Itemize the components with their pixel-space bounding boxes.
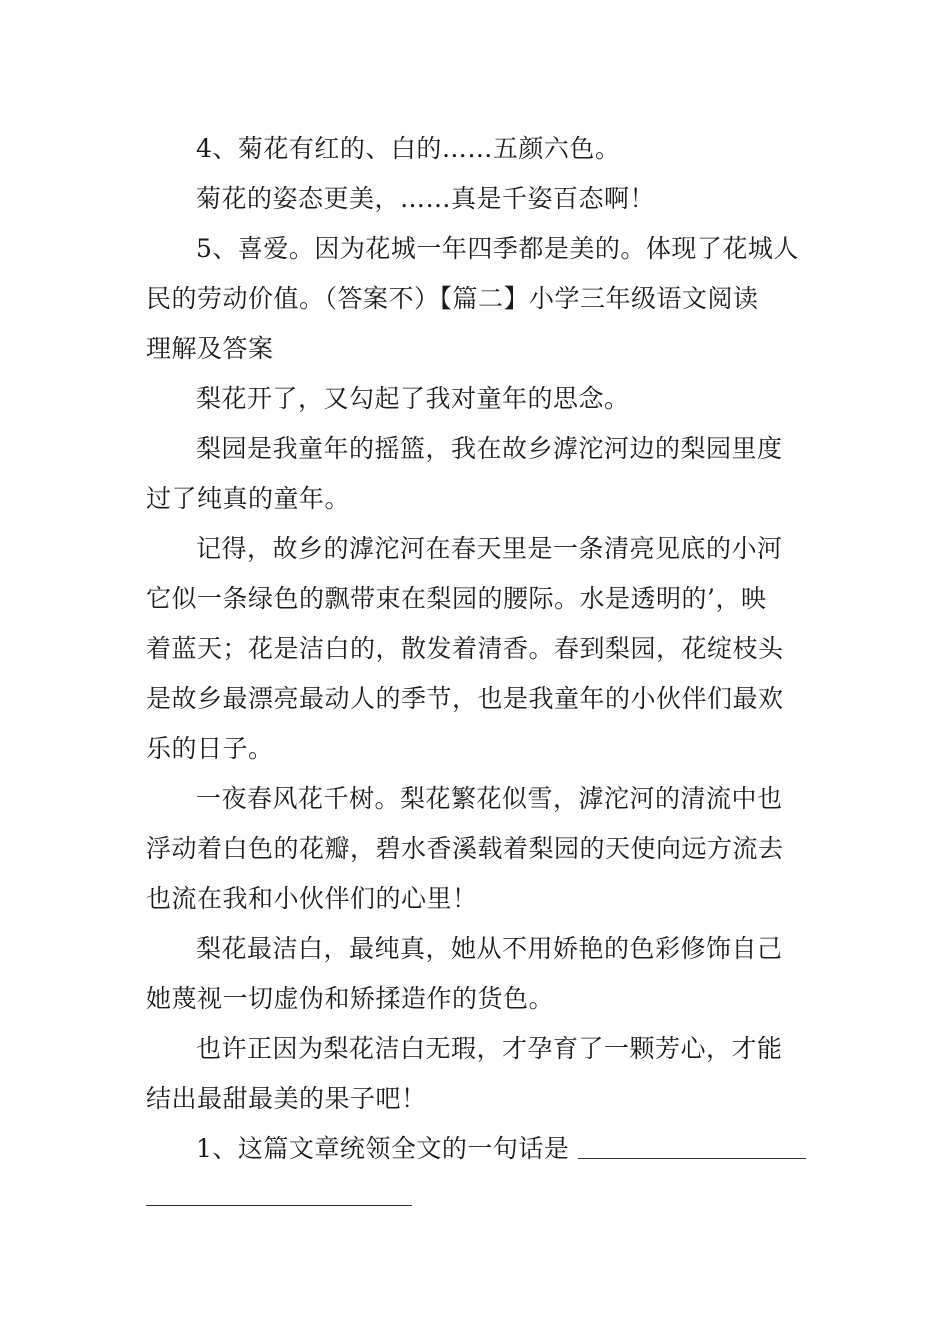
paragraph-3-line-2: 它似一条绿色的飘带束在梨园的腰际。水是透明的’，映	[146, 584, 767, 613]
answer-4-continued: 菊花的姿态更美，……真是千姿百态啊！	[196, 184, 656, 213]
answer-4-line: 4、菊花有红的、白的……五颜六色。	[196, 134, 621, 163]
paragraph-2-line-1: 梨园是我童年的摇篮，我在故乡滹沱河边的梨园里度	[196, 434, 783, 463]
paragraph-5-line-1: 梨花最洁白，最纯真，她从不用娇艳的色彩修饰自己	[196, 934, 783, 963]
paragraph-3-line-4: 是故乡最漂亮最动人的季节，也是我童年的小伙伴们最欢	[146, 684, 784, 713]
question-1-line: 1、这篇文章统领全文的一句话是	[196, 1134, 570, 1163]
answer-blank-underline	[578, 1158, 806, 1159]
paragraph-6-line-2: 结出最甜最美的果子吧！	[146, 1084, 427, 1113]
paragraph-1: 梨花开了，又勾起了我对童年的思念。	[196, 384, 630, 413]
paragraph-5-line-2: 她蔑视一切虚伪和矫揉造作的货色。	[146, 984, 555, 1013]
answer-5-line: 5、喜爱。因为花城一年四季都是美的。体现了花城人	[196, 234, 799, 263]
paragraph-2-line-2: 过了纯真的童年。	[146, 484, 351, 513]
paragraph-3-line-5: 乐的日子。	[146, 734, 274, 763]
paragraph-4-line-2: 浮动着白色的花瓣，碧水香溪载着梨园的天使向远方流去	[146, 834, 784, 863]
answer-blank-underline-continued	[146, 1205, 412, 1206]
paragraph-6-line-1: 也许正因为梨花洁白无瑕，才孕育了一颗芳心，才能	[196, 1034, 783, 1063]
answer-5-continued: 民的劳动价值。（答案不）【篇二】小学三年级语文阅读	[146, 284, 759, 313]
paragraph-3-line-3: 着蓝天；花是洁白的，散发着清香。春到梨园，花绽枝头	[146, 634, 784, 663]
section-title-line: 理解及答案	[146, 334, 274, 363]
paragraph-4-line-1: 一夜春风花千树。梨花繁花似雪，滹沱河的清流中也	[196, 784, 783, 813]
paragraph-4-line-3: 也流在我和小伙伴们的心里！	[146, 884, 478, 913]
paragraph-3-line-1: 记得，故乡的滹沱河在春天里是一条清亮见底的小河	[196, 534, 783, 563]
